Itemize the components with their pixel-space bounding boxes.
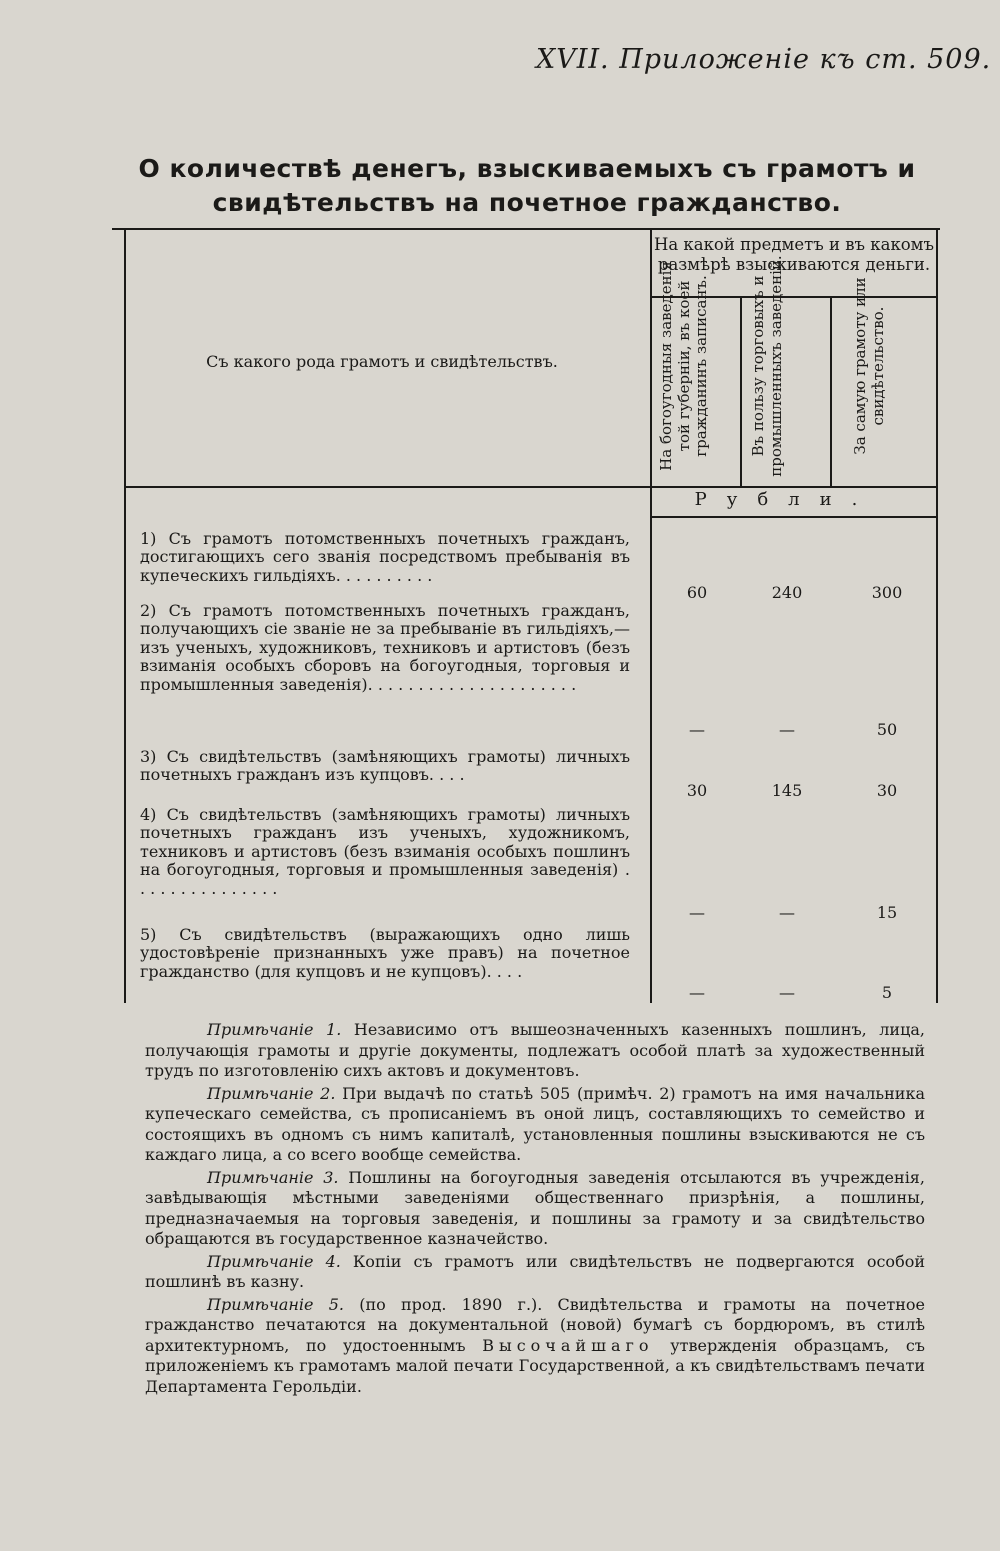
column-divider-2 <box>740 296 742 486</box>
table-row-3-certificate: 30 <box>876 781 898 800</box>
page-title: О количествѣ денегъ, взыскиваемыхъ съ грамотъ и свидѣтельствъ на почетное гражданство. <box>138 154 916 217</box>
note-3 <box>145 1168 925 1250</box>
note-1 <box>145 1020 925 1082</box>
table-row-1-trade: 240 <box>771 583 803 602</box>
fees-table <box>112 228 940 1003</box>
note-4-text: Копiи съ грамотъ или свидѣтельствъ не подвергаются особой пошлинѣ въ казну. <box>145 1251 925 1291</box>
table-row-4-charity: — <box>689 903 705 922</box>
column-divider-3 <box>830 296 832 486</box>
note-2-text: При выдачѣ по статьѣ 505 (примѣч. 2) грамотъ на имя начальника купеческаго семейства, съ прописанiемъ въ оной лицъ, составляющихъ то семейство и состоящихъ въ одномъ съ нимъ капиталѣ, установленныя пошлины взыскиваются не съ каждаго лица, а со всего вообще семейства. <box>145 1083 925 1164</box>
note-3-text: Пошлины на богоугодныя заведенiя отсылаются въ учрежденiя, завѣдывающiя мѣстными заведенiями общественнаго призрѣнiя, а пошлины, предназначаемыя на торговыя заведенiя, и пошлины за грамоту и за свидѣтельство обращаются въ государственное казначейство. <box>145 1167 925 1248</box>
note-3-label: Примѣчанiе 3. <box>207 1167 339 1187</box>
note-2-label: Примѣчанiе 2. <box>207 1083 336 1103</box>
table-row-3-trade: 145 <box>771 781 803 800</box>
table-row-5-text: 5) Съ свидѣтельствъ (выражающихъ одно лишь удостовѣренiе признанныхъ уже правъ) на почетное гражданство (для купцовъ и не купцовъ). . . . <box>140 925 630 981</box>
table-row-3-charity: 30 <box>686 781 708 800</box>
row-header-label: Съ какого рода грамотъ и свидѣтельствъ. <box>206 352 558 371</box>
units-bottom-rule <box>650 516 938 518</box>
table-row-1-certificate: 300 <box>871 583 903 602</box>
column-header-trade: Въ пользу торговыхъ и промышленныхъ заведенiй. <box>749 255 785 477</box>
table-row-5-charity: — <box>689 983 705 1002</box>
note-5-text-before: (по прод. 1890 г.). Свидѣтельства и грамоты на почетное гражданство печатаются на документальной (новой) бумагѣ съ бордюромъ, въ стилѣ архитектурномъ, по удостоеннымъ <box>145 1294 926 1355</box>
table-row-4-text: 4) Съ свидѣтельствъ (замѣняющихъ грамоты) личныхъ почетныхъ гражданъ изъ ученыхъ, художникомъ, техниковъ и артистовъ (безъ взиманiя особыхъ пошлинъ на богоугодныя, торговыя и промышленныя заведенiя) . . . . . . . . . . . . . . . <box>140 805 630 898</box>
table-row-2-text: 2) Съ грамотъ потомственныхъ почетныхъ гражданъ, получающихъ сiе званiе не за пребыванiе въ гильдiяхъ,—изъ ученыхъ, художниковъ, техниковъ и артистовъ (безъ взиманiя особыхъ сборовъ на богоугодныя, торговыя и промышленныя заведенiя). . . . . . . . . . . . . . . . . . . . . <box>140 601 630 694</box>
table-row-5-certificate: 5 <box>881 983 893 1002</box>
column-header-certificate: За самую грамоту или свидѣтельство. <box>851 277 887 455</box>
note-5 <box>145 1295 925 1398</box>
table-row-4-trade: — <box>779 903 795 922</box>
note-4-label: Примѣчанiе 4. <box>207 1251 341 1271</box>
note-4 <box>145 1252 925 1293</box>
note-5-text-after: утвержденiя образцамъ, съ приложенiемъ къ грамотамъ малой печати Государственной, а къ свидѣтельствамъ печати Департамента Герольдiи. <box>145 1335 925 1396</box>
column-header-charity: На богоугодныя заведенiя той губернiи, въ коей гражданинъ записанъ. <box>657 261 710 471</box>
running-head: XVII. Приложенiе къ ст. 509. <box>536 44 992 75</box>
units-label: Рубли. <box>694 489 878 510</box>
note-1-text: Независимо отъ вышеозначенныхъ казенныхъ пошлинъ, лица, получающiя грамоты и другiе документы, подлежатъ особой платѣ за художественный трудъ по изготовленiю сихъ актовъ и документовъ. <box>145 1020 926 1080</box>
table-row-1-text: 1) Съ грамотъ потомственныхъ почетныхъ гражданъ, достигающихъ сего званiя посредствомъ пребыванiя въ купеческихъ гильдiяхъ. . . . . . . . . . <box>140 529 630 585</box>
note-5-label: Примѣчанiе 5. <box>207 1294 344 1314</box>
table-top-rule <box>112 228 940 230</box>
table-row-3-text: 3) Съ свидѣтельствъ (замѣняющихъ грамоты) личныхъ почетныхъ гражданъ изъ купцовъ. . . . <box>140 747 630 785</box>
table-row-2-trade: — <box>779 720 795 739</box>
table-row-4-certificate: 15 <box>876 903 898 922</box>
column-divider-1 <box>650 228 652 1003</box>
note-5-emphasis: Высочайшаго <box>482 1335 654 1355</box>
column-group-header: На какой предметъ и въ какомъ размѣрѣ взыскиваются деньги. <box>653 235 935 274</box>
note-1-label: Примѣчанiе 1. <box>207 1020 342 1039</box>
table-row-2-certificate: 50 <box>876 720 898 739</box>
header-bottom-rule <box>124 486 938 488</box>
notes-section <box>145 1020 925 1470</box>
table-row-1-charity: 60 <box>686 583 708 602</box>
table-right-border <box>936 228 938 1003</box>
table-left-border <box>124 228 126 1003</box>
table-row-2-charity: — <box>689 720 705 739</box>
table-row-5-trade: — <box>779 983 795 1002</box>
note-2 <box>145 1084 925 1166</box>
